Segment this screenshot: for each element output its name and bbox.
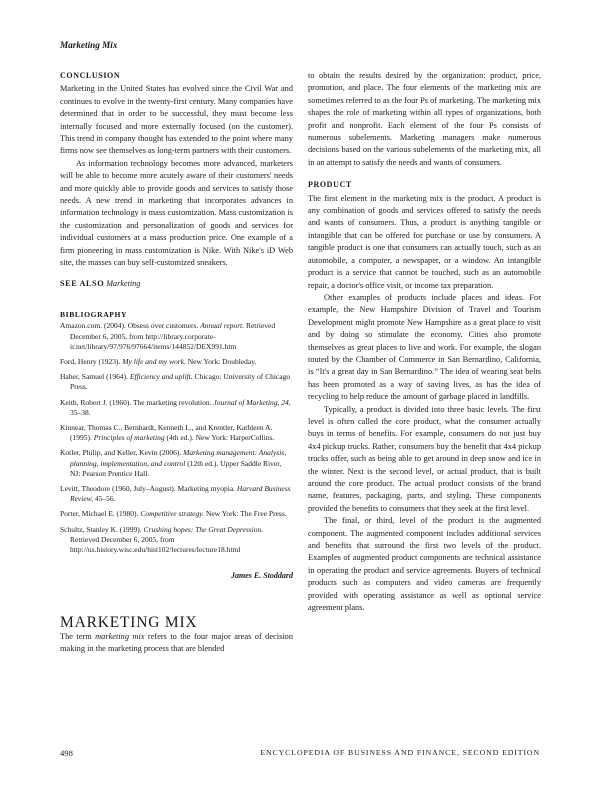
bibliography-entry: Amazon.com. (2004). Obsess over customers. Annual report. Retrieved December 6, 2005, from http://library.corporate-ir.net/library/97/976/97664/items/144852/DEX991.htm [60,321,276,351]
product-paragraph-1: The first element in the marketing mix is the product. A product is any combination of goods and services offered to satisfy the needs and wants of consumers. Thus, a product is anything tangible or intangible that can be offered for purchase or use by consumers. A tangible product is one that consumers can actually touch, such as an automobile, a computer, a newspaper, or a window. An intangible product is a service that cannot be touched, such as an automobile repair, a doctor's office visit, or income tax preparation. [308,193,541,290]
bibliography-entry: Porter, Michael E. (1980). Competitive strategy. New York: The Free Press. [60,509,287,519]
see-also-link[interactable]: Marketing [106,278,141,288]
author-signature: James E. Stoddard [230,571,293,581]
bibliography-heading: BIBLIOGRAPHY [60,309,128,319]
intro-paragraph: The term marketing mix refers to the four major areas of decision making in the marketing process that are blended [60,631,293,654]
bibliography-entry: Haber, Samuel (1964). Efficiency and uplift. Chicago: University of Chicago Press. [60,372,291,392]
bibliography-entry: Levitt, Theodore (1960, July–August). Marketing myopia. Harvard Business Review, 45–56. [60,483,291,504]
bibliography-list [60,321,293,555]
conclusion-heading: CONCLUSION [60,71,121,80]
left-column [60,70,293,656]
product-paragraph-3: Typically, a product is divided into three basic levels. The first level is often called the core product, what the consumer actually buys in terms of benefits. For example, consumers do not just buy 4x4 pickup trucks. Rather, consumers buy the benefit that 4x4 pickup trucks offer, such as being able to get around in deep snow and ice in the winter. Next is the second level, or actual product, that is built around the core product. The actual product consists of the brand name, features, packaging, parts, and styling. These components provided the benefits to consumers that they seek at the first level. [308,404,541,513]
bibliography-entry: Kinnear, Thomas C., Bernhardt, Kenneth L., and Krentler, Kathleen A. (1995). Principles of marketing (4th ed.). New York: HarperCollins. [60,422,275,443]
article-title: MARKETING MIX [60,613,198,631]
bibliography-entry: Ford, Henry (1923). My life and my work. New York: Doubleday. [60,356,257,366]
bibliography-entry: Kotler, Philip, and Keller, Kevin (2006). Marketing management: Analysis, planning, implementation, and control (12th ed.). Upper Saddle River, NJ: Pearson Prentice Hall. [60,448,287,478]
page-number: 498 [60,748,73,758]
right-column [308,70,541,614]
intro-continuation: to obtain the results desired by the organization: product, price, promotion, and place. The four elements of the marketing mix are sometimes referred to as the four Ps of marketing. The marketing mix shapes the role of marketing within all types of organizations, both profit and nonprofit. Each element of the four Ps consists of numerous subelements. Marketing managers make numerous decisions based on the various subelements of the marketing mix, all in an attempt to satisfy the needs and wants of consumers. [308,71,541,167]
product-heading: PRODUCT [308,180,352,190]
bibliography-entry: Keith, Robert J. (1960). The marketing revolution. Journal of Marketing, 24, 35–38. [60,397,291,417]
conclusion-paragraph-1: Marketing in the United States has evolved since the Civil War and continues to evolve in the twenty-first century. Many companies have determined that in order to be successful, they must become less internally focused and more externally focused (on the customer). This trend in company thought has extended to the point where many firms now see themselves as long-term partners with their customers. [60,84,293,156]
bibliography-entry: Schultz, Stanley K. (1999). Crushing hopes: The Great Depression. Retrieved December 6, 2005, from http://us.history.wisc.edu/hist102/lectures/lecture18.html [60,524,264,554]
see-also [60,278,293,290]
product-paragraph-2: Other examples of products include places and ideas. For example, the New Hampshire Division of Travel and Tourism Development might promote New Hampshire as a great place to visit and by doing so stimulate the economy. Cities also promote themselves as great places to live and work. For example, the slogan touted by the Chamber of Commerce in San Bernardino, California, is “It's a great day in San Bernardino.” The idea of wearing seat belts has been promoted as a way of saving lives, as has the idea of recycling to help reduce the amount of garbage placed in landfills. [308,292,541,402]
running-head: Marketing Mix [60,40,118,50]
conclusion-paragraph-2: As information technology becomes more advanced, marketers will be able to become more acutely aware of their customers' needs and more quickly able to provide goods and services to satisfy those needs. A new trend in marketing that incorporates advances in information technology is mass customization. Mass customization is the customization and personalization of goods and services for individual customers at a mass production price. One example of a firm pioneering in mass customization is Nike. With Nike's iD Web site, the masses can buy self-customized sneakers. [60,158,293,268]
see-also-label: SEE ALSO [60,278,105,288]
product-paragraph-4: The final, or third, level of the product is the augmented component. The augmented component includes additional services and benefits that surround the first two levels of the product. Examples of augmented product components are technical assistance in operating the product and service agreements. Buyers of technical products such as computers and video cameras are frequently provided with operating assistance as well as optional service agreement plans. [308,516,541,613]
book-title: ENCYCLOPEDIA OF BUSINESS AND FINANCE, SECOND EDITION [260,748,540,757]
